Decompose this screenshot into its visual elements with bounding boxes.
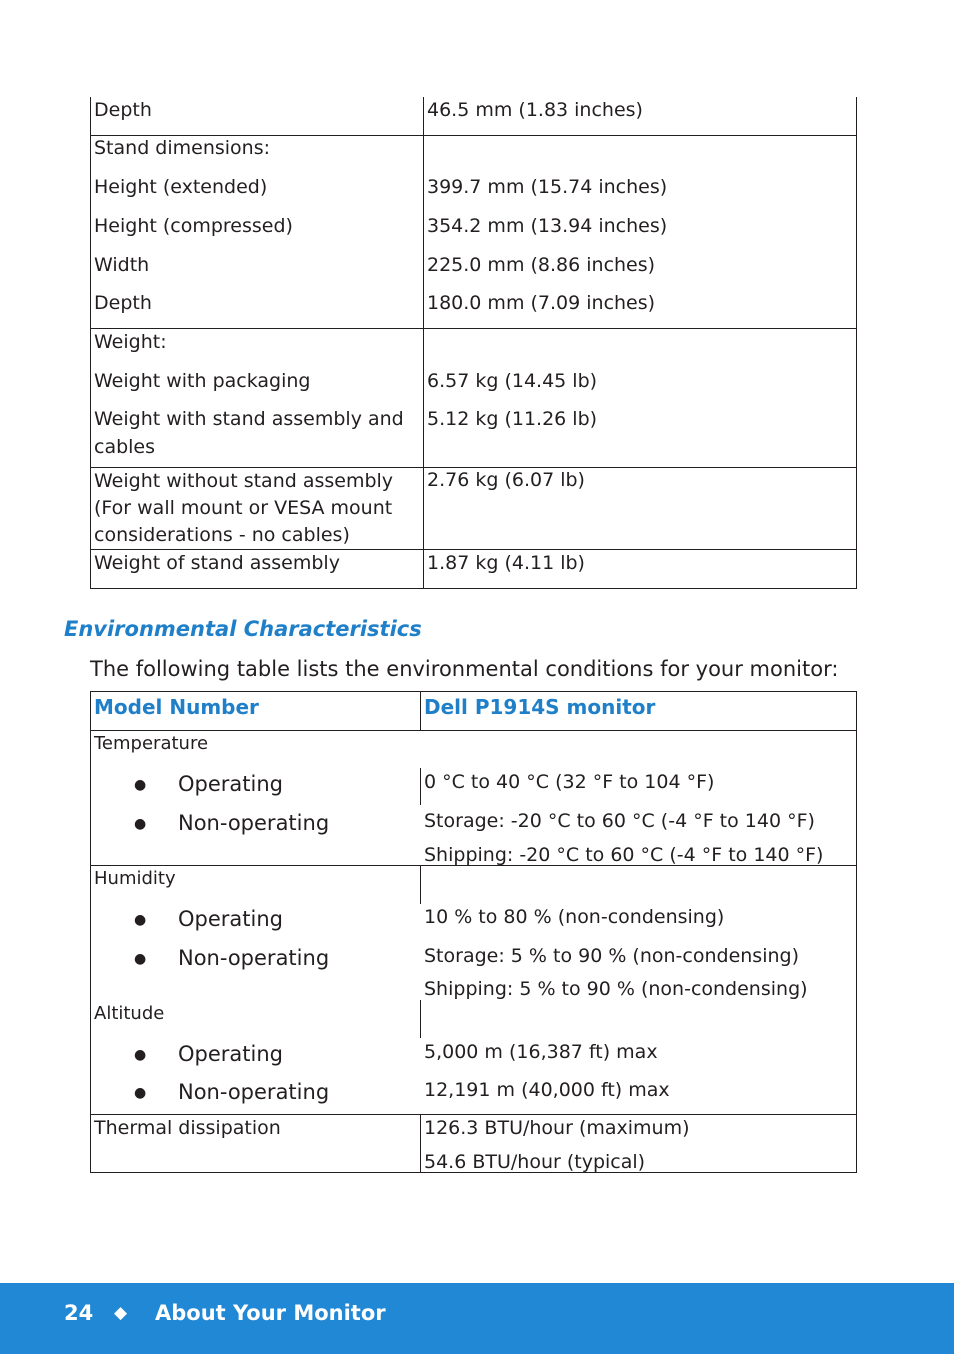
weight-label: Weight: <box>94 331 167 353</box>
table-divider-column <box>420 691 421 731</box>
bullet: ● <box>134 816 147 832</box>
stand-depth-label: Depth <box>94 292 152 314</box>
table-border-left <box>90 97 91 589</box>
weight-stand-assembly-label: Weight of stand assembly <box>94 552 340 574</box>
temperature-operating-value: 0 °C to 40 °C (32 °F to 104 °F) <box>424 771 715 793</box>
depth-value: 46.5 mm (1.83 inches) <box>427 99 643 121</box>
bullet: ● <box>134 912 147 928</box>
temperature-storage-value: Storage: -20 °C to 60 °C (-4 °F to 140 °F) <box>424 810 815 832</box>
stand-height-extended-value: 399.7 mm (15.74 inches) <box>427 176 668 198</box>
table-border-left <box>90 691 91 1173</box>
depth-label: Depth <box>94 99 152 121</box>
row-divider <box>90 1114 857 1115</box>
altitude-operating-value: 5,000 m (16,387 ft) max <box>424 1041 658 1063</box>
weight-without-stand-label-line3: considerations - no cables) <box>94 524 350 546</box>
bullet: ● <box>134 1085 147 1101</box>
row-divider <box>90 730 857 731</box>
stand-depth-value: 180.0 mm (7.09 inches) <box>427 292 656 314</box>
altitude-label: Altitude <box>94 1003 165 1024</box>
table-divider-column <box>420 768 421 805</box>
thermal-max-value: 126.3 BTU/hour (maximum) <box>424 1117 690 1139</box>
thermal-typical-value: 54.6 BTU/hour (typical) <box>424 1151 646 1173</box>
humidity-shipping-value: Shipping: 5 % to 90 % (non-condensing) <box>424 978 808 1000</box>
thermal-label: Thermal dissipation <box>94 1117 281 1139</box>
bullet: ● <box>134 777 147 793</box>
weight-stand-cables-value: 5.12 kg (11.26 lb) <box>427 408 598 430</box>
stand-height-compressed-value: 354.2 mm (13.94 inches) <box>427 215 668 237</box>
temperature-shipping-value: Shipping: -20 °C to 60 °C (-4 °F to 140 °F) <box>424 844 824 866</box>
humidity-operating-label: Operating <box>178 907 283 931</box>
weight-without-stand-label: Weight without stand assembly <box>94 470 394 492</box>
table-border-right <box>856 691 857 1173</box>
weight-packaging-value: 6.57 kg (14.45 lb) <box>427 370 598 392</box>
section-title: Environmental Characteristics <box>64 617 422 641</box>
table-divider-column <box>420 1115 421 1173</box>
table-divider-column <box>420 866 421 904</box>
header-model-number: Model Number <box>94 695 259 719</box>
altitude-operating-label: Operating <box>178 1042 283 1066</box>
stand-height-extended-label: Height (extended) <box>94 176 268 198</box>
page-number: 24 <box>64 1301 94 1325</box>
table-border-right <box>856 97 857 589</box>
altitude-nonoperating-value: 12,191 m (40,000 ft) max <box>424 1079 670 1101</box>
weight-stand-cables-label: Weight with stand assembly and <box>94 408 404 430</box>
stand-height-compressed-label: Height (compressed) <box>94 215 293 237</box>
temperature-nonoperating-label: Non-operating <box>178 811 330 835</box>
table-border-bottom <box>90 588 857 589</box>
row-divider <box>90 328 857 329</box>
humidity-operating-value: 10 % to 80 % (non-condensing) <box>424 906 725 928</box>
weight-packaging-label: Weight with packaging <box>94 370 311 392</box>
page-footer <box>0 1283 954 1354</box>
humidity-storage-value: Storage: 5 % to 90 % (non-condensing) <box>424 945 799 967</box>
weight-without-stand-label-line2: (For wall mount or VESA mount <box>94 497 393 519</box>
temperature-label: Temperature <box>94 733 209 754</box>
altitude-nonoperating-label: Non-operating <box>178 1080 330 1104</box>
humidity-label: Humidity <box>94 868 176 889</box>
humidity-nonoperating-label: Non-operating <box>178 946 330 970</box>
weight-stand-assembly-value: 1.87 kg (4.11 lb) <box>427 552 585 574</box>
stand-width-value: 225.0 mm (8.86 inches) <box>427 254 656 276</box>
diamond-icon: ◆ <box>114 1303 128 1323</box>
table-divider-column <box>423 97 424 589</box>
section-intro: The following table lists the environmental conditions for your monitor: <box>90 657 839 681</box>
weight-without-stand-value: 2.76 kg (6.07 lb) <box>427 469 585 491</box>
bullet: ● <box>134 1047 147 1063</box>
table-divider-column <box>420 1000 421 1038</box>
stand-dimensions-label: Stand dimensions: <box>94 137 271 159</box>
weight-stand-cables-label-cont: cables <box>94 436 156 458</box>
header-model-name: Dell P1914S monitor <box>424 695 656 719</box>
bullet: ● <box>134 951 147 967</box>
temperature-operating-label: Operating <box>178 772 283 796</box>
row-divider <box>90 549 857 550</box>
table-border-top <box>90 691 857 692</box>
stand-width-label: Width <box>94 254 150 276</box>
footer-chapter-title: About Your Monitor <box>155 1301 386 1325</box>
